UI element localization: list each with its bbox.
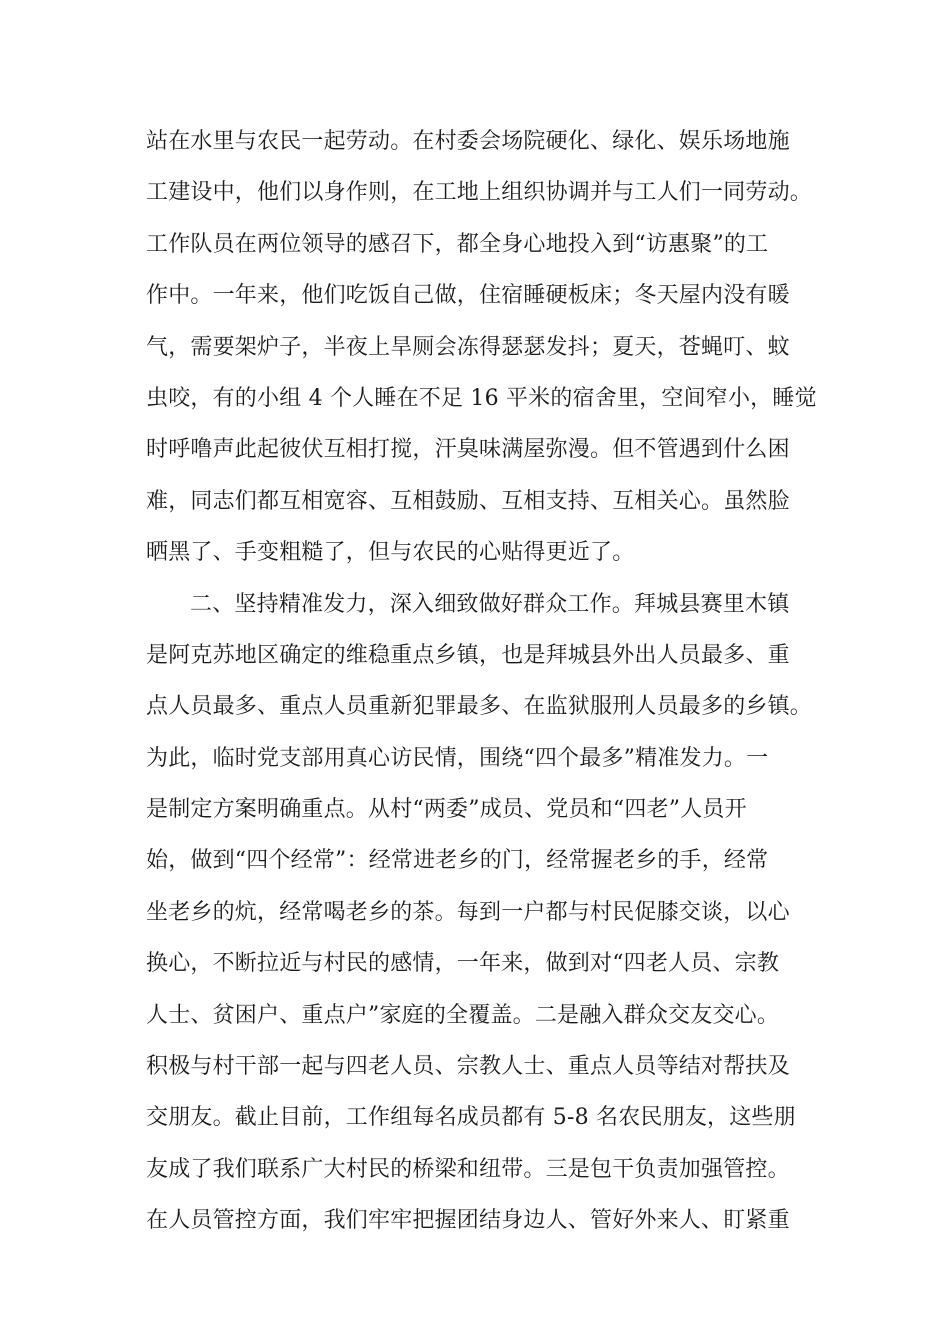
text-line: 是阿克苏地区确定的维稳重点乡镇，也是拜城县外出人员最多、重 (146, 642, 790, 668)
text-line: 友成了我们联系广大村民的桥梁和纽带。三是包干负责加强管控。 (146, 1156, 790, 1182)
paragraph-start-line: 二、坚持精准发力，深入细致做好群众工作。拜城县赛里木镇 (190, 591, 790, 617)
text-line: 作中。一年来，他们吃饭自己做，住宿睡硬板床；冬天屋内没有暖 (146, 283, 790, 309)
text-line: 在人员管控方面，我们牢牢把握团结身边人、管好外来人、盯紧重 (146, 1208, 790, 1234)
text-line: 为此，临时党支部用真心访民情，围绕“四个最多”精准发力。一 (146, 745, 769, 771)
text-line: 工作队员在两位领导的感召下，都全身心地投入到“访惠聚”的工 (146, 231, 769, 257)
text-line: 交朋友。截止目前，工作组每名成员都有 5-8 名农民朋友，这些朋 (146, 1105, 796, 1131)
text-line: 坐老乡的炕，经常喝老乡的茶。每到一户都与村民促膝交谈，以心 (146, 899, 790, 925)
text-line: 虫咬，有的小组 4 个人睡在不足 16 平米的宿舍里，空间窄小，睡觉 (146, 385, 817, 411)
text-line: 换心，不断拉近与村民的感情，一年来，做到对“四老人员、宗教 (146, 951, 780, 977)
text-line: 人士、贫困户、重点户”家庭的全覆盖。二是融入群众交友交心。 (146, 1002, 780, 1028)
text-line: 站在水里与农民一起劳动。在村委会场院硬化、绿化、娱乐场地施 (146, 129, 790, 154)
text-line: 难，同志们都互相宽容、互相鼓励、互相支持、互相关心。虽然脸 (146, 488, 790, 514)
text-line: 点人员最多、重点人员重新犯罪最多、在监狱服刑人员最多的乡镇。 (146, 694, 813, 720)
text-line: 晒黑了、手变粗糙了，但与农民的心贴得更近了。 (146, 540, 635, 566)
text-line: 始，做到“四个经常”：经常进老乡的门，经常握老乡的手，经常 (146, 848, 769, 874)
text-line: 积极与村干部一起与四老人员、宗教人士、重点人员等结对帮扶及 (146, 1054, 790, 1080)
body-text (146, 116, 846, 1247)
text-line: 工建设中，他们以身作则，在工地上组织协调并与工人们一同劳动。 (146, 180, 813, 206)
text-line: 是制定方案明确重点。从村“两委”成员、党员和“四老”人员开 (146, 797, 747, 823)
text-line: 时呼噜声此起彼伏互相打搅，汗臭味满屋弥漫。但不管遇到什么困 (146, 437, 790, 463)
text-line: 气，需要架炉子，半夜上旱厕会冻得瑟瑟发抖；夏天，苍蝇叮、蚊 (146, 334, 790, 360)
